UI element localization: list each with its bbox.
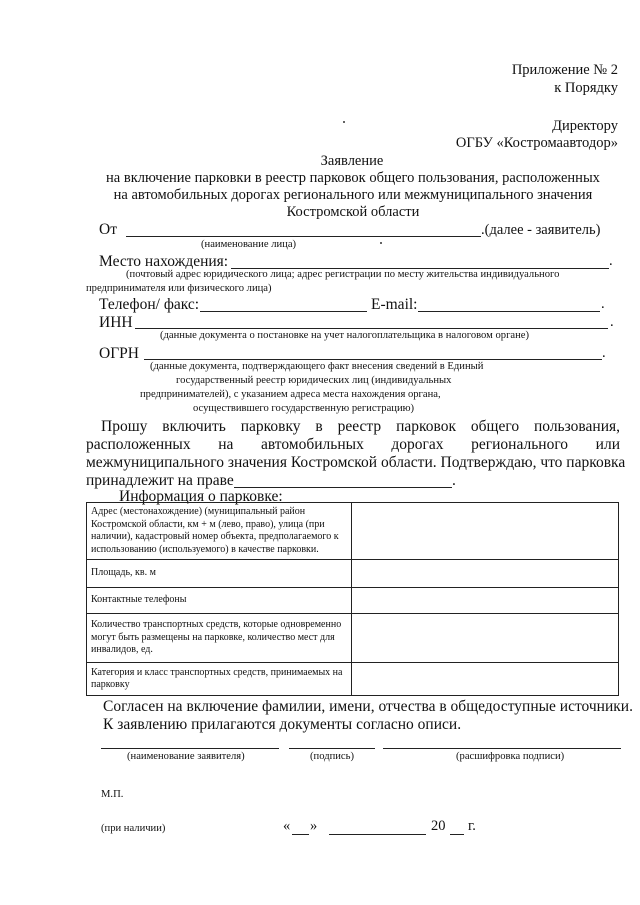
applicant-name-field[interactable]	[126, 236, 481, 237]
title-line-2: на автомобильных дорогах регионального или межмуниципального значения	[113, 187, 593, 203]
table-row	[87, 560, 619, 588]
info-heading: Информация о парковке:	[119, 488, 283, 505]
request-line-1: Прошу включить парковку в реестр парковок общего пользования,	[101, 418, 620, 435]
row-label-vehicle-category: Категория и класс транспортных средств, принимаемых на парковку	[87, 663, 352, 696]
year-prefix: 20	[431, 818, 446, 834]
email-field[interactable]	[418, 311, 600, 312]
row-value-address[interactable]	[352, 503, 619, 560]
date-month-field[interactable]	[329, 834, 426, 835]
year-suffix: г.	[468, 818, 476, 834]
row-value-capacity[interactable]	[352, 614, 619, 663]
inn-label: ИНН	[99, 314, 133, 331]
consent-line-1: Согласен на включение фамилии, имени, отчества в общедоступные источники.	[103, 698, 633, 715]
row-value-area[interactable]	[352, 560, 619, 588]
seal-label: М.П.	[101, 789, 124, 800]
applicant-name-sign-field[interactable]	[101, 748, 279, 749]
inn-hint: (данные документа о постановке на учет налогоплательщика в налоговом органе)	[160, 330, 530, 341]
consent-line-2: К заявлению прилагаются документы согласно описи.	[103, 716, 462, 733]
addressee-title: Директору	[552, 118, 618, 134]
inn-field[interactable]	[135, 328, 608, 329]
row-value-phones[interactable]	[352, 588, 619, 614]
ogrn-hint-4: осуществившего государственную регистрацию)	[193, 403, 415, 414]
scan-speck	[343, 121, 345, 123]
title-line-1: на включение парковки в реестр парковок общего пользования, расположенных	[106, 170, 600, 186]
location-hint-2: предпринимателя или физического лица)	[86, 283, 272, 294]
row-label-area: Площадь, кв. м	[87, 560, 352, 588]
row-label-capacity: Количество транспортных средств, которые одновременно могут быть размещены на парковке, количество мест для инвалидов, ед.	[87, 614, 352, 663]
signature-decoding-hint: (расшифровка подписи)	[456, 751, 565, 762]
request-line-4-prefix: принадлежит на праве	[86, 472, 234, 489]
date-year-field[interactable]	[450, 834, 464, 835]
from-label: От	[99, 221, 117, 238]
table-row	[87, 503, 619, 560]
applicant-name-sign-hint: (наименование заявителя)	[127, 751, 245, 762]
document-title: Заявление	[320, 153, 384, 169]
ogrn-hint-2: государственный реестр юридических лиц (индивидуальных	[176, 375, 452, 386]
phone-field[interactable]	[200, 311, 367, 312]
row-value-vehicle-category[interactable]	[352, 663, 619, 696]
title-line-3: Костромской области	[286, 204, 420, 220]
parking-info-table	[86, 502, 619, 696]
applicant-name-hint: (наименование лица)	[201, 239, 297, 250]
row-label-phones: Контактные телефоны	[87, 588, 352, 614]
table-row	[87, 663, 619, 696]
table-row	[87, 614, 619, 663]
signature-decoding-field[interactable]	[383, 748, 621, 749]
applicant-suffix: .(далее - заявитель)	[481, 222, 601, 238]
ogrn-hint-1: (данные документа, подтверждающего факт внесения сведений в Единый	[150, 361, 484, 372]
appendix-number: Приложение № 2	[511, 62, 618, 78]
signature-hint: (подпись)	[310, 751, 354, 762]
ogrn-field[interactable]	[144, 359, 602, 360]
ogrn-hint-3: предпринимателей), с указанием адреса места нахождения органа,	[140, 389, 441, 400]
signature-field[interactable]	[289, 748, 375, 749]
table-row	[87, 588, 619, 614]
location-hint-1: (почтовый адрес юридического лица; адрес регистрации по месту жительства индивидуального	[126, 269, 560, 280]
date-day-field[interactable]	[292, 834, 309, 835]
seal-hint: (при наличии)	[101, 823, 166, 834]
phone-label: Телефон/ факс:	[99, 296, 200, 313]
addressee-organization: ОГБУ «Костромаавтодор»	[455, 135, 618, 151]
ogrn-label: ОГРН	[99, 345, 139, 362]
request-line-2: расположенных на автомобильных дорогах регионального или	[86, 436, 620, 453]
email-label: E-mail:	[371, 296, 418, 313]
order-reference: к Порядку	[554, 80, 618, 96]
row-label-address: Адрес (местонахождение) (муниципальный район Костромской области, км + м (лево, право), улица (при наличии), кадастровый номер объекта, предполагаемого к использованию (используемого) в качестве парковки.	[87, 503, 352, 560]
location-label: Место нахождения:	[99, 253, 229, 270]
request-line-3: межмуниципального значения Костромской области. Подтверждаю, что парковка	[86, 454, 626, 471]
scan-speck-2	[380, 242, 382, 244]
